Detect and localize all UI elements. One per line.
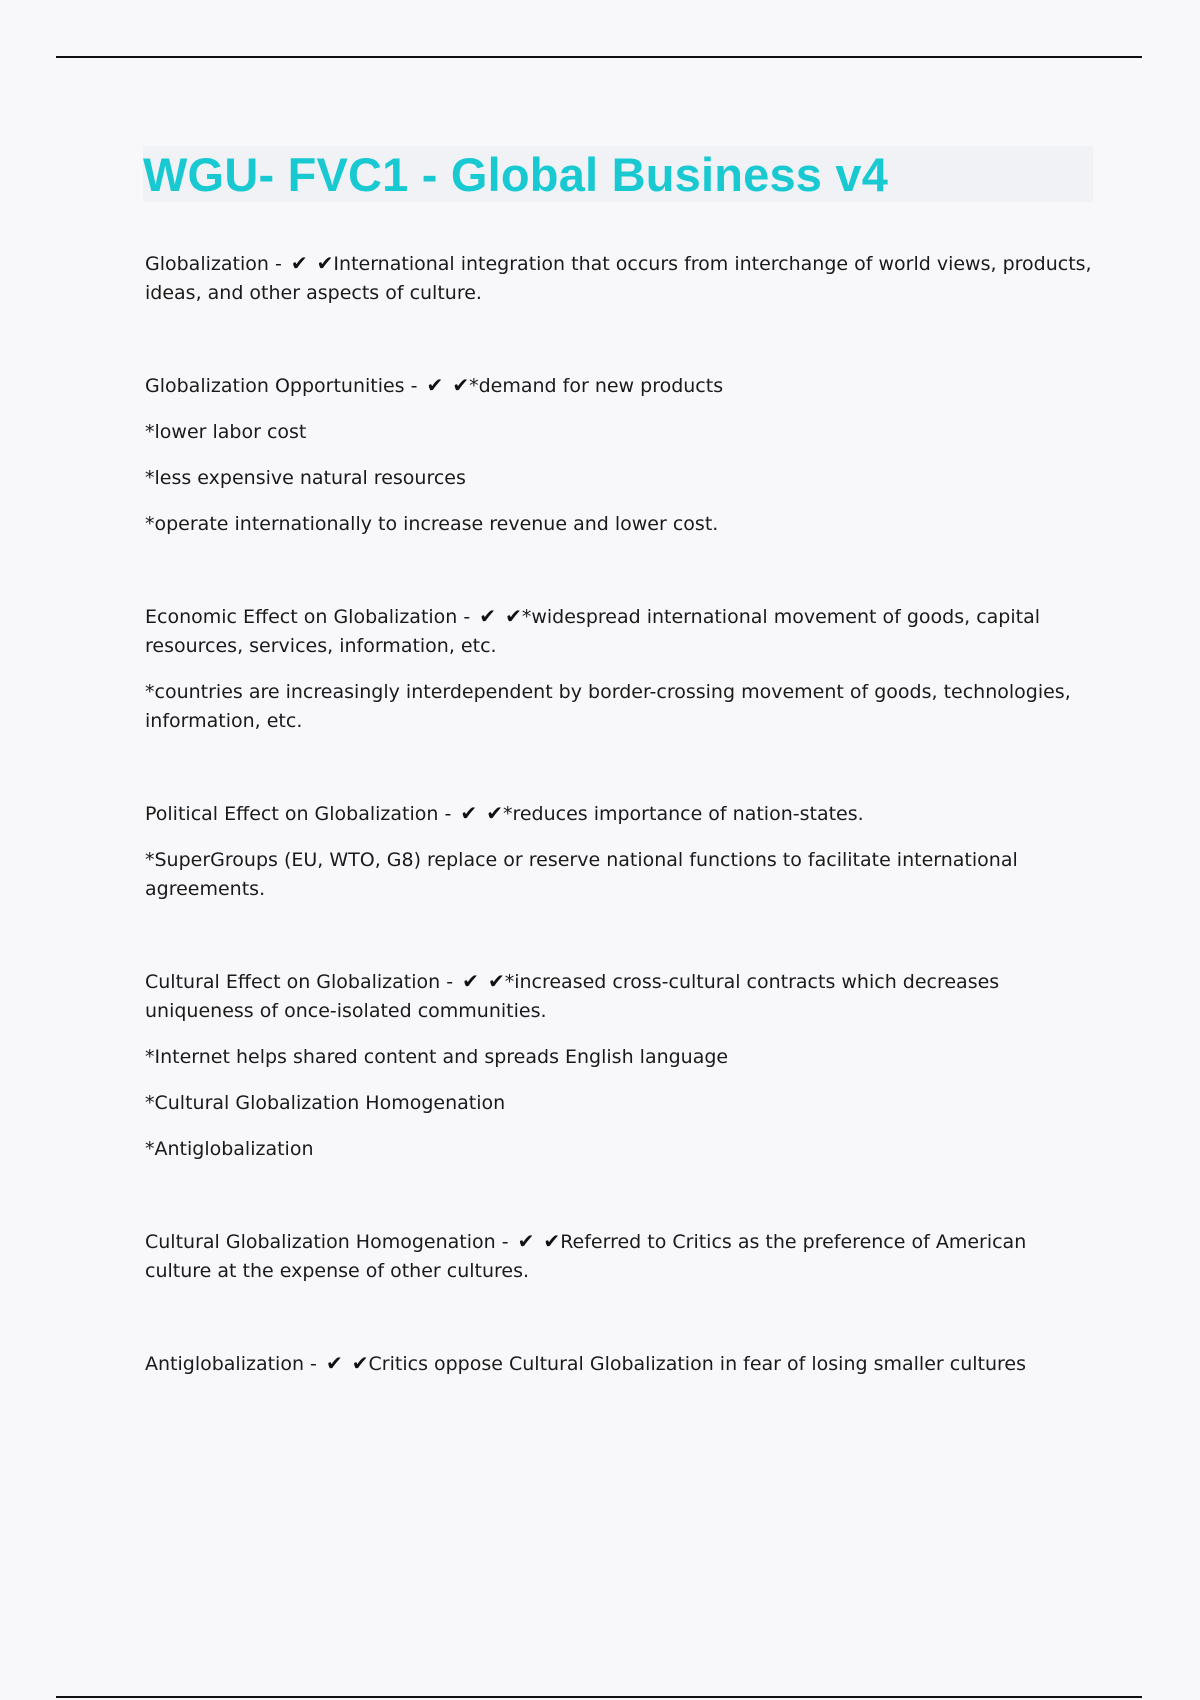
check-icon: ✔ [487, 969, 505, 993]
check-icon: ✔ [462, 969, 479, 993]
check-icon: ✔ [505, 604, 522, 628]
entry-definition-line: *SuperGroups (EU, WTO, G8) replace or reserve national functions to facilitate international agreements. [145, 849, 1018, 900]
check-icon: ✔ [460, 801, 478, 825]
flashcard-entry [145, 967, 1095, 1164]
entry-first-line: Economic Effect on Globalization - ✔ ✔*widespread international movement of goods, capital resources, services, information, etc. [145, 604, 1040, 657]
check-icon: ✔ [452, 373, 470, 397]
flashcard-entry [145, 602, 1095, 736]
entry-first-line: Cultural Effect on Globalization - ✔ ✔*increased cross-cultural contracts which decreases uniqueness of once-isolated communities. [145, 969, 1000, 1022]
entry-definition-line: *Cultural Globalization Homogenation [145, 1092, 506, 1114]
title-banner [143, 146, 1093, 202]
check-icon: ✔ [486, 801, 503, 825]
entry-term: Cultural Effect on Globalization [145, 971, 441, 993]
entry-term: Antiglobalization [145, 1353, 305, 1375]
entry-definition: *demand for new products [469, 375, 724, 397]
document-title: WGU- FVC1 - Global Business v4 [143, 147, 889, 201]
check-icon: ✔ [316, 251, 334, 275]
entry-term: Political Effect on Globalization [145, 803, 439, 825]
entry-definition: *reduces importance of nation-states. [502, 803, 864, 825]
check-icon: ✔ [426, 373, 444, 397]
entry-definition: *widespread international movement of goods, capital resources, services, information, etc. [145, 606, 1040, 657]
check-icon: ✔ [351, 1351, 369, 1375]
entry-term: Globalization Opportunities [145, 375, 405, 397]
document-body [145, 146, 1095, 1379]
entry-definition-line: *countries are increasingly interdependent by border-crossing movement of goods, technologies, information, etc. [145, 681, 1071, 732]
entry-first-line: Cultural Globalization Homogenation - ✔ ✔Referred to Critics as the preference of American culture at the expense of other cultures. [145, 1229, 1027, 1282]
entry-first-line: Globalization Opportunities - ✔ ✔*demand for new products [145, 373, 724, 397]
flashcard-entry [145, 371, 1095, 539]
entry-definition-line: *lower labor cost [145, 421, 307, 443]
check-icon: ✔ [479, 604, 497, 628]
entry-term: Globalization [145, 253, 269, 275]
entry-term: Economic Effect on Globalization [145, 606, 458, 628]
entry-definition: Referred to Critics as the preference of American culture at the expense of other cultures. [145, 1231, 1027, 1282]
flashcard-entry [145, 799, 1095, 904]
check-icon: ✔ [517, 1229, 535, 1253]
flashcard-entry [145, 249, 1095, 308]
entry-definition: *increased cross-cultural contracts which decreases uniqueness of once-isolated communities. [145, 971, 1000, 1022]
check-icon: ✔ [325, 1351, 343, 1375]
entry-definition-line: *less expensive natural resources [145, 467, 466, 489]
check-icon: ✔ [290, 251, 308, 275]
entry-definition-line: *operate internationally to increase revenue and lower cost. [145, 513, 719, 535]
entry-first-line: Globalization - ✔ ✔International integration that occurs from interchange of world views, products, ideas, and other aspects of culture. [145, 251, 1092, 304]
entry-term: Cultural Globalization Homogenation [145, 1231, 496, 1253]
check-icon: ✔ [543, 1229, 561, 1253]
entry-definition-line: *Antiglobalization [145, 1138, 314, 1160]
flashcard-entry [145, 1227, 1095, 1286]
entry-definition-line: *Internet helps shared content and spreads English language [145, 1046, 729, 1068]
entry-first-line: Political Effect on Globalization - ✔ ✔*reduces importance of nation-states. [145, 801, 864, 825]
flashcard-entry [145, 1349, 1095, 1379]
entry-definition: International integration that occurs from interchange of world views, products, ideas, and other aspects of culture. [145, 253, 1092, 304]
footer-rule [56, 1696, 1142, 1698]
entry-definition: Critics oppose Cultural Globalization in fear of losing smaller cultures [368, 1353, 1026, 1375]
header-rule [56, 56, 1142, 58]
entry-first-line: Antiglobalization - ✔ ✔Critics oppose Cultural Globalization in fear of losing smaller cultures [145, 1351, 1026, 1375]
